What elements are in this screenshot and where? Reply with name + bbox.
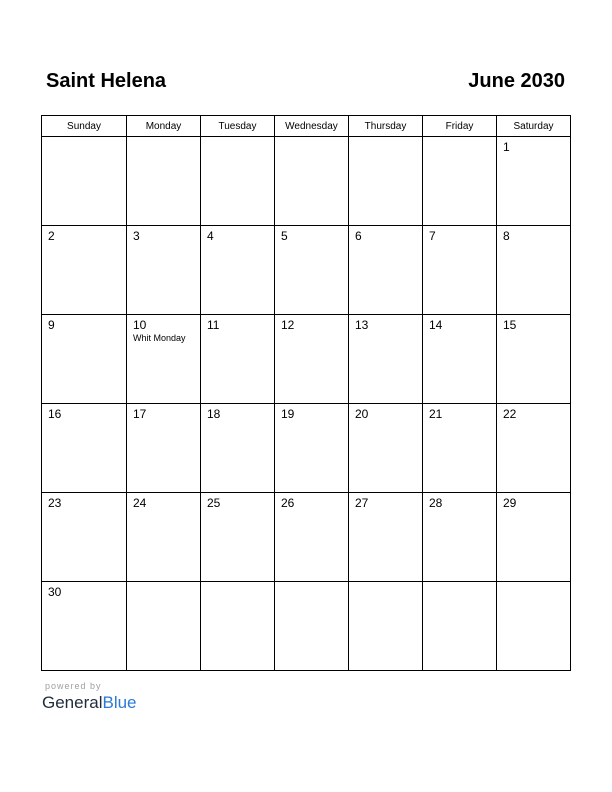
day-number: 20 — [355, 407, 369, 421]
weekday-header-row — [42, 116, 571, 137]
week-row-4 — [42, 404, 571, 493]
day-number: 28 — [429, 496, 443, 510]
day-number: 13 — [355, 318, 369, 332]
day-cell — [497, 315, 571, 404]
weekday-friday: Friday — [423, 116, 497, 137]
day-cell — [42, 493, 127, 582]
day-cell — [423, 404, 497, 493]
day-number — [201, 582, 274, 586]
day-number: 11 — [207, 318, 220, 332]
brand-general: General — [42, 693, 103, 712]
powered-by-text: powered by — [45, 681, 102, 691]
day-cell — [349, 493, 423, 582]
day-cell — [127, 493, 201, 582]
weekday-tuesday: Tuesday — [201, 116, 275, 137]
day-cell — [127, 137, 201, 226]
day-number — [127, 582, 200, 586]
day-number — [42, 137, 126, 141]
day-number: 12 — [281, 318, 295, 332]
day-cell — [423, 493, 497, 582]
day-cell — [127, 226, 201, 315]
week-row-1 — [42, 137, 571, 226]
day-number: 25 — [207, 496, 221, 510]
weekday-wednesday: Wednesday — [275, 116, 349, 137]
day-number: 3 — [133, 229, 140, 243]
day-number: 22 — [503, 407, 517, 421]
generalblue-logo[interactable] — [42, 693, 137, 713]
day-number: 9 — [48, 318, 55, 332]
day-number: 17 — [133, 407, 147, 421]
footer-branding — [42, 681, 137, 713]
day-number: 10 — [133, 318, 147, 332]
day-cell — [275, 137, 349, 226]
day-number: 30 — [48, 585, 62, 599]
day-number — [275, 137, 348, 141]
day-number — [349, 137, 422, 141]
day-number: 29 — [503, 496, 517, 510]
day-cell — [201, 582, 275, 671]
holiday-label: Whit Monday — [133, 333, 186, 343]
weekday-thursday: Thursday — [349, 116, 423, 137]
day-cell — [275, 404, 349, 493]
day-cell — [127, 404, 201, 493]
day-cell — [275, 493, 349, 582]
day-number: 16 — [48, 407, 62, 421]
day-cell — [42, 582, 127, 671]
day-cell — [423, 226, 497, 315]
day-cell — [349, 226, 423, 315]
day-cell — [423, 315, 497, 404]
weekday-sunday: Sunday — [42, 116, 127, 137]
calendar-grid — [41, 115, 571, 671]
day-number: 1 — [503, 140, 510, 154]
day-number: 21 — [429, 407, 443, 421]
day-cell — [349, 315, 423, 404]
day-cell — [423, 137, 497, 226]
day-cell — [497, 493, 571, 582]
day-number — [423, 137, 496, 141]
day-number — [497, 582, 570, 586]
day-cell — [201, 226, 275, 315]
day-cell — [349, 137, 423, 226]
day-number: 14 — [429, 318, 443, 332]
day-cell — [42, 137, 127, 226]
day-number: 15 — [503, 318, 517, 332]
day-cell — [423, 582, 497, 671]
day-cell — [127, 582, 201, 671]
day-cell — [127, 315, 201, 404]
day-number: 2 — [48, 229, 55, 243]
day-number: 4 — [207, 229, 214, 243]
day-number: 6 — [355, 229, 362, 243]
day-number: 27 — [355, 496, 369, 510]
day-number: 19 — [281, 407, 295, 421]
day-cell — [275, 582, 349, 671]
brand-blue: Blue — [102, 693, 137, 712]
day-number — [423, 582, 496, 586]
region-title: Saint Helena — [46, 70, 167, 92]
day-cell — [275, 226, 349, 315]
day-number: 7 — [429, 229, 436, 243]
day-cell — [497, 226, 571, 315]
day-cell — [201, 404, 275, 493]
day-number — [349, 582, 422, 586]
day-cell — [42, 226, 127, 315]
day-number: 24 — [133, 496, 147, 510]
week-row-3 — [42, 315, 571, 404]
day-cell — [275, 315, 349, 404]
day-number — [201, 137, 274, 141]
day-cell — [201, 493, 275, 582]
day-cell — [497, 404, 571, 493]
month-title: June 2030 — [468, 70, 565, 92]
calendar-header — [41, 70, 571, 100]
day-number: 26 — [281, 496, 295, 510]
week-row-5 — [42, 493, 571, 582]
day-cell — [42, 404, 127, 493]
day-cell — [349, 582, 423, 671]
day-cell — [201, 137, 275, 226]
day-cell — [497, 582, 571, 671]
day-cell — [497, 137, 571, 226]
day-number — [127, 137, 200, 141]
weekday-saturday: Saturday — [497, 116, 571, 137]
day-cell — [349, 404, 423, 493]
weekday-monday: Monday — [127, 116, 201, 137]
week-row-6 — [42, 582, 571, 671]
day-number: 23 — [48, 496, 62, 510]
day-number: 8 — [503, 229, 510, 243]
day-number: 5 — [281, 229, 288, 243]
day-number: 18 — [207, 407, 221, 421]
day-cell — [201, 315, 275, 404]
day-number — [275, 582, 348, 586]
week-row-2 — [42, 226, 571, 315]
day-cell — [42, 315, 127, 404]
